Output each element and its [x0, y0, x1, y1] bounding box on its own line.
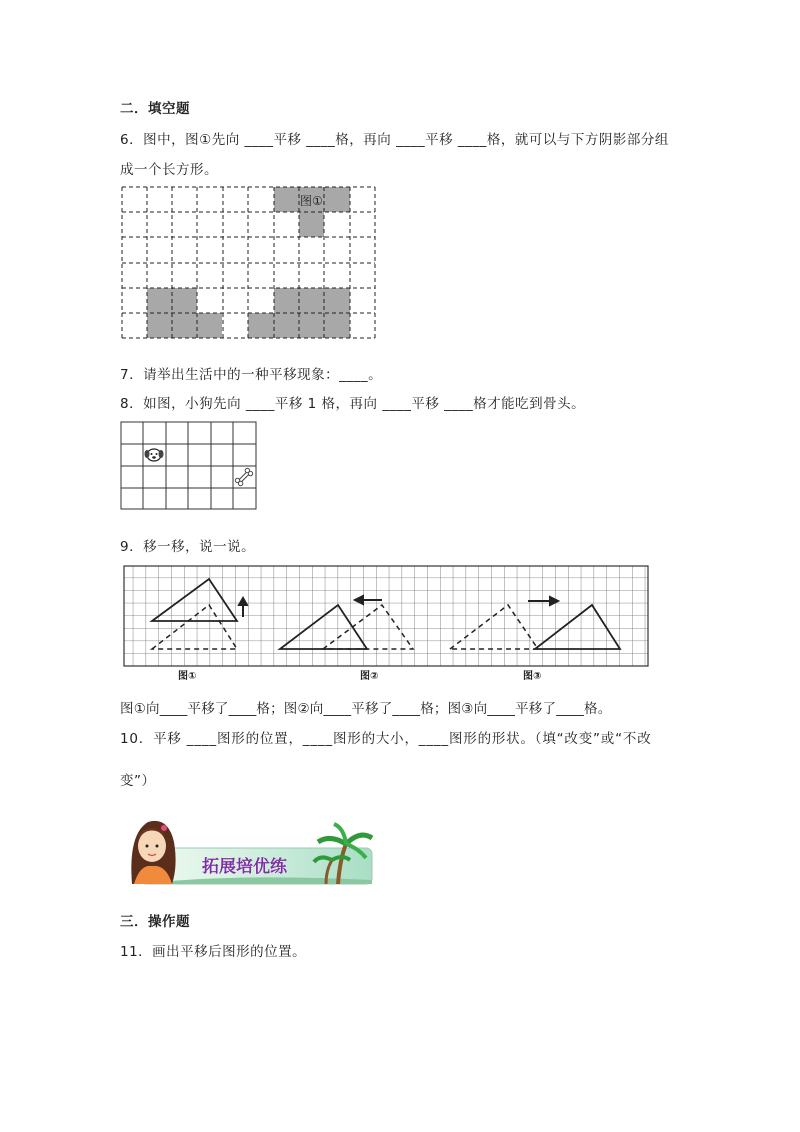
q6-line2: 成一个长方形。	[120, 162, 218, 178]
q8-grid-figure	[120, 421, 258, 511]
bone-icon	[234, 467, 253, 486]
shaded-block-right-small	[248, 313, 274, 338]
q10-line1: 10．平移 ____图形的位置，____图形的大小，____图形的形状。（填“改变”或“不改	[120, 731, 652, 747]
q6-line1: 6．图中，图①先向 ____平移 ____格，再向 ____平移 ____格，就可以与下方阴影部分组	[120, 132, 669, 148]
figure1-label: 图①	[300, 194, 323, 208]
expansion-banner	[120, 814, 380, 890]
section-2-heading: 二．填空题	[120, 101, 190, 117]
q9-grid-figure	[120, 565, 650, 690]
q10-line2: 变”）	[120, 773, 156, 789]
fig2-label: 图②	[360, 671, 379, 682]
dog-icon	[145, 449, 164, 461]
shaded-block-left-small	[197, 313, 222, 338]
q9-answer-line: 图①向____平移了____格；图②向____平移了____格；图③向____平移了____格。	[120, 701, 612, 717]
q6-grid-figure	[121, 186, 376, 340]
fig1-label: 图①	[178, 671, 197, 682]
q8-text: 8．如图，小狗先向 ____平移 1 格，再向 ____平移 ____格才能吃到骨头。	[120, 396, 586, 412]
section-3-heading: 三．操作题	[120, 914, 190, 930]
q7-text: 7．请举出生活中的一种平移现象：____。	[120, 367, 383, 383]
q11-text: 11．画出平移后图形的位置。	[120, 944, 307, 960]
q9-text: 9．移一移，说一说。	[120, 539, 256, 555]
figure1-stem	[299, 212, 324, 237]
girl-illustration	[131, 821, 175, 884]
fig3-label: 图③	[523, 671, 542, 682]
banner-title: 拓展培优练	[202, 857, 287, 877]
